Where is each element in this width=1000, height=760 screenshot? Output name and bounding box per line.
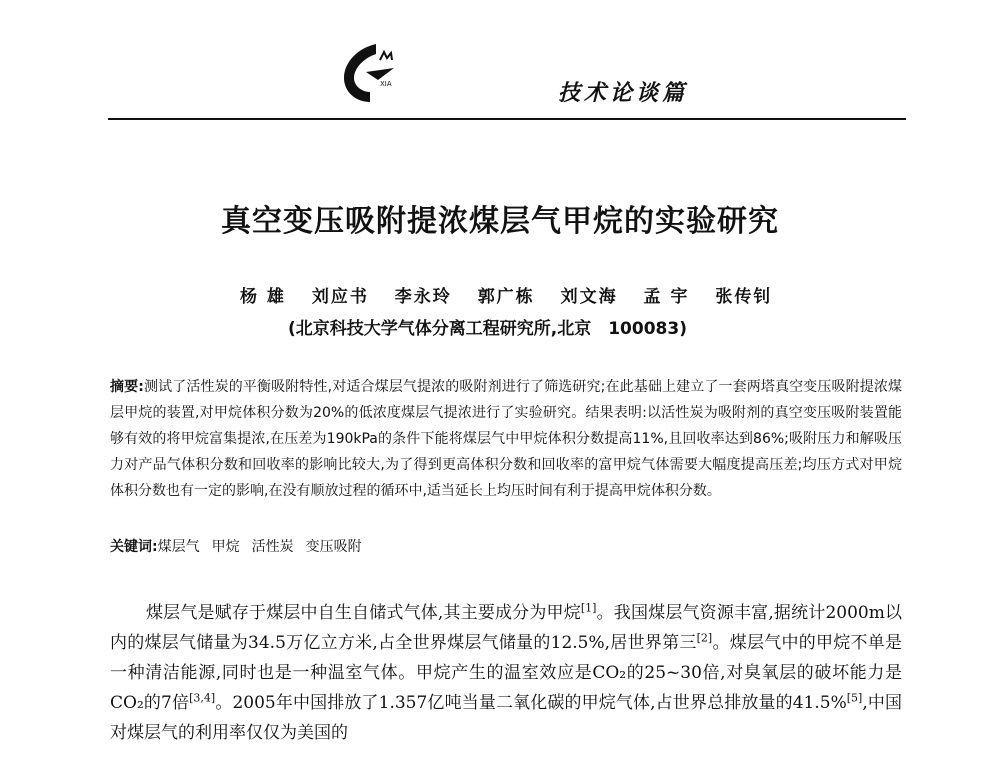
author: 郭广栋 — [477, 287, 535, 307]
author: 刘文海 — [560, 287, 618, 307]
author: 张传钊 — [715, 287, 773, 307]
svg-text:XIA: XIA — [380, 80, 392, 88]
affiliation: (北京科技大学气体分离工程研究所,北京 100083) — [288, 319, 687, 339]
paper-title: 真空变压吸附提浓煤层气甲烷的实验研究 — [221, 204, 779, 239]
body-text-segment: 。我国煤层气资源丰富,据统计2000m以内的煤层气储量为34.5万亿立方米,占全世界煤层气储量的12.5%,居世界第三 — [110, 603, 902, 653]
keyword: 煤层气 — [157, 539, 200, 555]
journal-logo — [336, 38, 406, 108]
abstract — [110, 374, 902, 504]
citation[interactable]: [2] — [696, 631, 713, 645]
author: 杨 雄 — [240, 287, 286, 307]
body-text-segment: 。2005年中国排放了1.357亿吨当量二氧化碳的甲烷气体,占世界总排放量的41.5% — [215, 693, 847, 713]
author-list — [240, 282, 800, 307]
keywords — [110, 536, 902, 556]
abstract-text: 测试了活性炭的平衡吸附特性,对适合煤层气提浓的吸附剂进行了筛选研究;在此基础上建立了一套两塔真空变压吸附提浓煤层甲烷的装置,对甲烷体积分数为20%的低浓度煤层气提浓进行了实验研究。结果表明:以活性炭为吸附剂的真空变压吸附装置能够有效的将甲烷富集提浓,在压差为190kPa的条件下能将煤层气中甲烷体积分数提高11%,且回收率达到86%;吸附压力和解吸压力对产品气体积分数和回收率的影响比较大,为了得到更高体积分数和回收率的富甲烷气体需要大幅度提高压差;均压方式对甲烷体积分数也有一定的影响,在没有顺放过程的循环中,适当延长上均压时间有利于提高甲烷体积分数。 — [110, 379, 902, 499]
keyword: 活性炭 — [251, 539, 294, 555]
keyword: 变压吸附 — [305, 539, 362, 555]
abstract-label: 摘要: — [110, 379, 144, 395]
citation[interactable]: [5] — [846, 691, 863, 705]
body-text-segment: 煤层气是赋存于煤层中自生自储式气体,其主要成分为甲烷 — [146, 603, 581, 623]
citation[interactable]: [1] — [580, 601, 597, 615]
author: 李永玲 — [394, 287, 452, 307]
body-paragraph — [110, 598, 902, 748]
keyword: 甲烷 — [211, 539, 240, 555]
section-title: 技术论谈篇 — [558, 80, 689, 106]
citation[interactable]: [3,4] — [189, 691, 216, 705]
keywords-label: 关键词: — [110, 539, 158, 555]
author: 孟 宇 — [643, 287, 690, 307]
author: 刘应书 — [311, 287, 369, 307]
body-text-segment: ,中国对煤层气的利用率仅仅为美国的 — [110, 693, 903, 743]
body-text-segment: 。煤层气中的甲烷不单是一种清洁能源,同时也是一种温室气体。甲烷产生的温室效应是CO₂的25~30倍,对臭氧层的破坏能力是CO₂的7倍 — [110, 633, 902, 713]
page-header — [0, 0, 1000, 120]
header-divider — [108, 118, 906, 120]
